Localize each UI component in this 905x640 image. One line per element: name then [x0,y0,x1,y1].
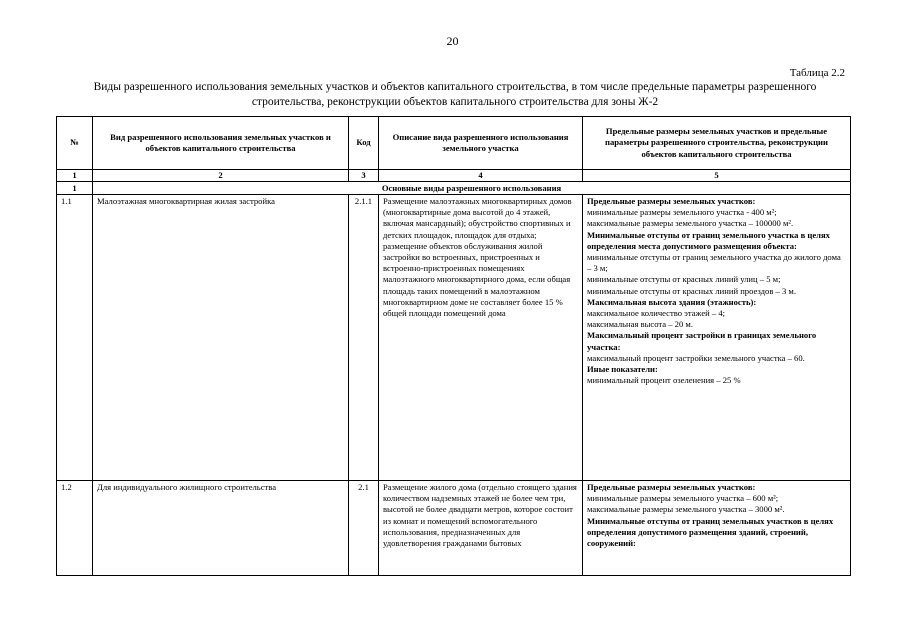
param-heading: Максимальный процент застройки в границах земельного участка: [587,330,817,352]
header-opis: Описание вида разрешенного использования земельного участка [379,117,583,170]
row-params [583,195,851,481]
column-number-row [57,170,851,182]
col-number: 5 [583,170,851,182]
param-line: минимальные размеры земельного участка - 400 м²; [587,207,777,218]
param-line: максимальная высота – 20 м. [587,319,693,330]
param-line: минимальные отступы от красных линий улиц – 5 м; [587,274,781,285]
param-line: максимальные размеры земельного участка – 100000 м². [587,218,794,229]
row-kod: 2.1 [349,481,379,576]
param-line: минимальный процент озеленения – 25 % [587,375,741,386]
row-opis: Размещение жилого дома (отдельно стоящего здания количеством надземных этажей не более чем три, высотой не более двадцати метров, которое состоит из комнат и помещений вспомогательного использования, предназначенных для удовлетворения гражданами бытовых [379,481,583,576]
param-heading: Предельные размеры земельных участков: [587,196,756,206]
page-number: 20 [446,34,459,48]
param-heading: Максимальная высота здания (этажность): [587,296,757,307]
header-vid: Вид разрешенного использования земельных участков и объектов капитального строительства [93,117,349,170]
param-heading: Иные показатели: [587,364,658,375]
col-number: 3 [349,170,379,182]
section-title: Основные виды разрешенного использования [93,182,851,195]
section-number: 1 [57,182,93,195]
header-kod: Код [349,117,379,170]
header-params: Предельные размеры земельных участков и предельные параметры разрешенного строительства, реконструкции объектов капитального строительства [583,117,851,170]
header-row [57,117,851,170]
table-row [57,481,851,576]
row-vid: Малоэтажная многоквартирная жилая застройка [93,195,349,481]
param-heading: Минимальные отступы от границ земельных участков в целях определения допустимого размещения зданий, строений, сооружений: [587,515,834,549]
param-line: максимальное количество этажей – 4; [587,308,726,319]
row-number: 1.2 [57,481,93,576]
param-line: минимальные размеры земельного участка – 600 м²; [587,493,779,504]
col-number: 1 [57,170,93,182]
param-line: минимальные отступы от красных линий проездов – 3 м. [587,285,797,296]
row-params [583,481,851,576]
header-no: № [57,117,93,170]
table-title: Виды разрешенного использования земельных участков и объектов капитального строительства, в том числе предельные параметры разрешенного строительства, реконструкции объектов капитального строительства для зоны Ж-2 [93,81,817,108]
param-line: максимальные размеры земельного участка – 3000 м². [587,504,785,515]
param-line: минимальные отступы от границ земельного участка до жилого дома – 3 м; [587,252,841,274]
zoning-table [56,116,851,576]
param-heading: Предельные размеры земельных участков: [587,482,756,492]
row-kod: 2.1.1 [349,195,379,481]
table-row [57,195,851,481]
row-vid: Для индивидуального жилищного строительства [93,481,349,576]
row-opis: Размещение малоэтажных многоквартирных домов (многоквартирные дома высотой до 4 этажей, включая мансардный); обустройство спортивных и детских площадок, площадок для отдыха; размещение объектов обслуживания жилой застройки во встроенных, пристроенных и встроенно-пристроенных помещениях малоэтажного многоквартирного дома, если общая площадь таких помещений в малоэтажном многоквартирном доме не составляет более 15 % общей площади помещений дома [379,195,583,481]
table-label: Таблица 2.2 [789,67,845,79]
row-number: 1.1 [57,195,93,481]
param-heading: Минимальные отступы от границ земельного участка в целях определения места допустимого размещения объекта: [587,229,830,251]
col-number: 2 [93,170,349,182]
param-line: максимальный процент застройки земельного участка – 60. [587,352,805,363]
section-row [57,182,851,195]
col-number: 4 [379,170,583,182]
